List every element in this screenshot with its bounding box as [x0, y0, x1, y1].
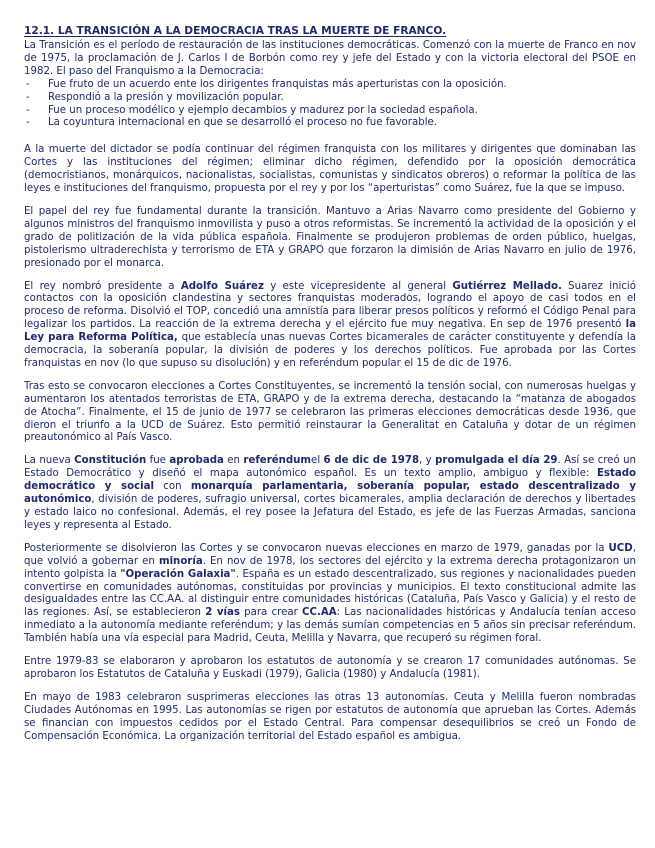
text-segment: para crear [239, 607, 303, 619]
paragraph-elections-1979 [24, 543, 636, 646]
text-segment: el [311, 455, 324, 467]
list-item: - La coyuntura internacional en que se desarrolló el proceso no fue favorable. [24, 117, 636, 130]
bold-ucd: UCD [608, 542, 633, 554]
bold-promulgada: promulgada el día 29 [435, 455, 558, 467]
text-segment: en [223, 455, 244, 467]
bold-gutierrez-mellado: Gutiérrez Mellado. [452, 280, 562, 292]
bold-referendum: referéndum [243, 455, 312, 467]
text-segment: y este vicepresidente al general [263, 280, 453, 292]
text-segment: El rey nombró presidente a [24, 280, 181, 292]
transition-features-list [24, 79, 636, 131]
intro-paragraph: La Transición es el período de restauración de las instituciones democráticas. Comenzó con la muerte de Franco en nov de 1975, la proclamación de J. Carlos I de Borbón como rey y jefe del Estado y con la victoria electoral del PSOE en 1982. El paso del Franquismo a la Democracia: [24, 40, 636, 77]
bold-constitucion: Constitución [74, 455, 147, 467]
text-segment: La nueva [24, 455, 75, 467]
paragraph-suarez [24, 281, 636, 371]
bold-estado-democratico: Estado democrático y social [24, 468, 636, 493]
text-segment: con [154, 481, 191, 493]
text-segment: . Así se creó un Estado Democrático y diseñó el mapa autonómico español. Es un texto amplio, ambiguo y flexible: [24, 455, 636, 480]
bold-ley-reforma-politica: la Ley para Reforma Política, [24, 319, 636, 344]
bold-minoria: minoría [158, 555, 203, 567]
text-segment: . España es un estado descentralizado, sus regiones y nacionalidades pueden convertirse en comunidades autónomas, constituidas por provincias y municipios. El texto constitucional admite las desigualdades entre las CC.AA. al distinguir entre comunidades históricas (Cataluña, País Vasco y Galicia) y el resto de las regiones. Así, se establecieron [24, 568, 636, 619]
paragraph-king-role: El papel del rey fue fundamental durante la transición. Mantuvo a Arias Navarro como presidente del Gobierno y algunos ministros del franquismo inmovilista y puso a otros reformistas. Se incrementó la actividad de la oposición y el grado de politización de la vida pública española. Finalmente se produjeron problemas de orden público, huelgas, pistolerismo ultraderechista y terrorismo de ETA y GRAPO que forzaron la dimisión de Arias Navarro en julio de 1976, presionado por el monarca. [24, 205, 636, 269]
paragraph-statutes: Entre 1979-83 se elaboraron y aprobaron los estatutos de autonomía y se crearon 17 comunidades autónomas. Se aprobaron los Estatutos de Cataluña y Euskadi (1979), Galicia (1980) y Andalucía (1981). [24, 656, 636, 680]
paragraph-options-after-dictator: A la muerte del dictador se podía continuar del régimen franquista con los militares y dirigentes que dominaban las Cortes y las instituciones del régimen; eliminar dicho régimen, defendido por la oposición democrática (democristianos, monárquicos, nacionalistas, socialistas, comunistas y sindicatos obreros) o reformar la política de las leyes e instituciones del franquismo, propuesta por el rey y por los “aperturistas” como Suárez, fue la que se impuso. [24, 144, 636, 195]
text-segment: , y [419, 455, 436, 467]
bold-adolfo-suarez: Adolfo Suárez [180, 280, 264, 292]
text-segment: fue [146, 455, 170, 467]
list-item: - Respondió a la presión y movilización popular. [24, 92, 636, 105]
document-page [24, 25, 636, 744]
bold-operacion-galaxia: "Operación Galaxia" [120, 568, 236, 580]
bold-2-vias: 2 vías [205, 607, 240, 619]
bold-monarquia-parlamentaria: monarquía parlamentaria, soberanía popular, estado descentralizado y autonómico [24, 481, 636, 506]
text-segment: , que volvió a gobernar en [24, 542, 636, 567]
text-segment: Suarez inició contactos con la oposición clandestina y sectores franquistas moderados, logrando el apoyo de casi todos en el proceso de reforma. Disolvió el TOP, concedió una amnistía para liberar presos políticos y reformó el Código Penal para legalizar los partidos. La reacción de la extrema derecha y el ejército fue muy negativa. En sep de 1976 presentó [24, 280, 636, 331]
text-segment: que establecía unas nuevas Cortes bicamerales de carácter constituyente y defendía la democracia, la soberanía popular, la división de poderes y los derechos políticos. Fue aprobada por las Cortes franquistas en nov (lo que supuso su disolución) y en referéndum popular el 15 de dic de 1976. [24, 332, 636, 369]
paragraph-1983-elections: En mayo de 1983 celebraron susprimeras elecciones las otras 13 autonomías. Ceuta y Melilla fueron nombradas Ciudades Autónomas en 1995. Las autonomías se rigen por estatutos de autonomía que aprueban las Cortes. Además se financian con impuestos cedidos por el Estado Central. Para compensar desequilibrios se creó un Fondo de Compensación Económica. La organización territorial del Estado español es ambigua. [24, 691, 636, 742]
list-item: - Fue fruto de un acuerdo ente los dirigentes franquistas más aperturistas con la oposición. [24, 79, 636, 92]
bold-date-approval: 6 de dic de 1978 [323, 455, 420, 467]
text-segment: Posteriormente se disolvieron las Cortes y se convocaron nuevas elecciones en marzo de 1979, ganadas por la [24, 542, 609, 554]
paragraph-elections-1977: Tras esto se convocaron elecciones a Cortes Constituyentes, se incrementó la tensión social, con numerosas huelgas y aumentaron los atentados terroristas de ETA, GRAPO y de la extrema derecha, destacando la “matanza de abogados de Atocha”. Finalmente, el 15 de junio de 1977 se celebraron las primeras elecciones democráticas desde 1936, que dieron el triunfo a la UCD de Suárez. Esto permitió reinstaurar la Generalitat en Cataluña y dotar de un régimen preautonómico al País Vasco. [24, 380, 636, 444]
list-item: - Fue un proceso modélico y ejemplo decambios y madurez por la sociedad española. [24, 105, 636, 118]
text-segment: : Las nacionalidades históricas y Andalucía tenían acceso inmediato a la autonomía mediante referéndum; y las demás sumían competencias en 5 años sin precisar referéndum. También había una vía especial para Madrid, Ceuta, Melilla y Navarra, que recuperó su régimen foral. [24, 607, 636, 645]
text-segment: , división de poderes, sufragio universal, cortes bicamerales, amplia declaración de derechos y libertades y estado laico no confesional. Además, el rey posee la Jefatura del Estado, es jefe de las Fuerzas Armadas, sanciona leyes y representa al Estado. [24, 494, 636, 531]
section-title: 12.1. LA TRANSICIÓN A LA DEMOCRACIA TRAS LA MUERTE DE FRANCO. [24, 25, 447, 37]
text-segment: . En nov de 1978, los sectores del ejército y la extrema derecha protagonizaron un intento golpista la [24, 555, 636, 580]
paragraph-constitution [24, 455, 636, 532]
bold-ccaa: CC.AA [302, 607, 337, 619]
bold-aprobada: aprobada [169, 455, 224, 467]
